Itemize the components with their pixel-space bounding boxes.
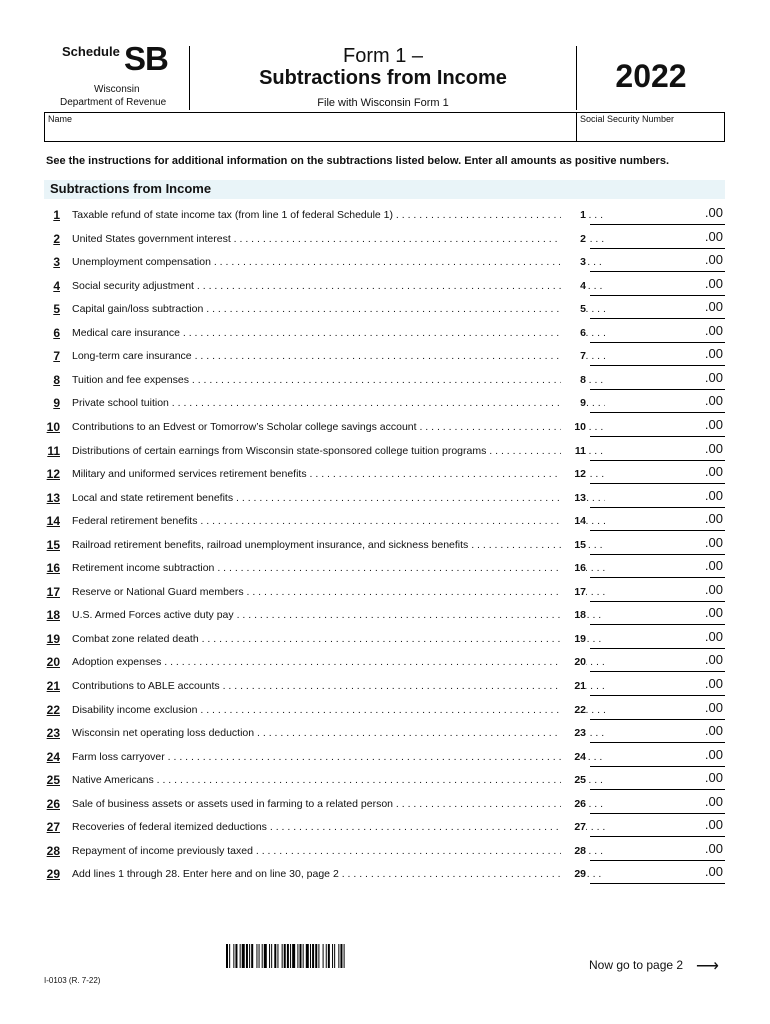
amount-field[interactable] — [590, 534, 725, 555]
line-description: U.S. Armed Forces active duty pay . . . — [72, 609, 605, 621]
amount-field[interactable] — [590, 228, 725, 249]
form-line — [44, 604, 726, 626]
amount-cents: .00 — [704, 275, 723, 291]
amount-cents: .00 — [704, 723, 723, 739]
form-line — [44, 557, 726, 579]
line-description: Contributions to an Edvest or Tomorrow’s Scholar college savings account . . . — [72, 421, 605, 433]
amount-cents: .00 — [704, 393, 723, 409]
line-description: Taxable refund of state income tax (from line 1 of federal Schedule 1) . . . — [72, 209, 605, 221]
amount-field[interactable] — [590, 604, 725, 625]
line-ref-number: 7 — [561, 350, 586, 362]
name-box-divider — [576, 113, 577, 142]
barcode-bar — [340, 944, 342, 968]
barcode-bar — [326, 944, 327, 968]
amount-field[interactable] — [590, 345, 725, 366]
line-number: 13 — [46, 490, 60, 505]
form-line — [44, 322, 726, 344]
line-number: 23 — [46, 726, 60, 741]
line-number: 5 — [53, 302, 60, 317]
amount-cents: .00 — [704, 746, 723, 762]
amount-cents: .00 — [704, 652, 723, 668]
amount-field[interactable] — [590, 581, 725, 602]
barcode-bar — [338, 944, 339, 968]
barcode-bar — [229, 944, 230, 968]
amount-cents: .00 — [704, 605, 723, 621]
amount-cents: .00 — [704, 369, 723, 385]
barcode-bar — [256, 944, 257, 968]
line-ref-number: 15 — [561, 539, 586, 551]
amount-cents: .00 — [704, 864, 723, 880]
amount-cents: .00 — [704, 511, 723, 527]
line-description: Capital gain/loss subtraction . . . — [72, 303, 605, 315]
line-ref-number: 10 — [561, 421, 586, 433]
amount-field[interactable] — [590, 440, 725, 461]
section-title: Subtractions from Income — [50, 181, 212, 196]
form-line — [44, 722, 726, 744]
amount-cents: .00 — [704, 840, 723, 856]
form-line — [44, 416, 726, 438]
amount-cents: .00 — [704, 628, 723, 644]
line-ref-number: 27 — [561, 821, 586, 833]
line-ref-number: 5 — [561, 303, 586, 315]
amount-field[interactable] — [590, 651, 725, 672]
line-description: Contributions to ABLE accounts . . . — [72, 680, 605, 692]
amount-cents: .00 — [704, 676, 723, 691]
name-ssn-box — [44, 112, 725, 142]
amount-field[interactable] — [590, 628, 725, 649]
line-number: 3 — [53, 255, 60, 270]
barcode-bar — [310, 944, 311, 968]
name-field[interactable] — [47, 124, 576, 142]
line-number: 6 — [53, 325, 60, 340]
barcode-bar — [262, 944, 263, 968]
line-description: Farm loss carryover . . . — [72, 751, 605, 763]
barcode-bar — [332, 944, 333, 968]
section-header — [44, 180, 725, 199]
amount-cents: .00 — [704, 558, 723, 574]
barcode-bar — [334, 944, 335, 968]
amount-cents: .00 — [704, 322, 723, 338]
amount-field[interactable] — [590, 863, 725, 884]
line-number: 15 — [46, 537, 60, 552]
barcode — [226, 944, 466, 968]
schedule-label: Schedule — [62, 44, 120, 59]
barcode-bar — [271, 944, 272, 968]
line-number: 1 — [53, 208, 60, 222]
line-number: 24 — [46, 749, 60, 764]
amount-cents: .00 — [704, 464, 723, 480]
line-number: 12 — [46, 467, 60, 482]
amount-field[interactable] — [590, 510, 725, 531]
line-ref-number: 26 — [561, 798, 586, 810]
form-line — [44, 816, 726, 838]
barcode-bar — [312, 944, 314, 968]
barcode-bar — [269, 944, 270, 968]
form-line — [44, 228, 726, 250]
amount-field[interactable] — [590, 369, 725, 390]
amount-field[interactable] — [590, 392, 725, 413]
ssn-field[interactable] — [579, 124, 727, 142]
form-line — [44, 298, 726, 320]
line-number: 20 — [46, 655, 60, 670]
form-line — [44, 534, 726, 556]
form-line — [44, 746, 726, 768]
line-description: Recoveries of federal itemized deductions . . . — [72, 821, 605, 833]
barcode-bar — [292, 944, 295, 968]
line-description: Federal retirement benefits . . . — [72, 515, 605, 527]
line-ref-number: 4 — [561, 280, 586, 292]
line-description: Retirement income subtraction . . . — [72, 562, 605, 574]
line-ref-number: 14 — [561, 515, 586, 527]
barcode-bar — [226, 944, 228, 968]
line-number: 28 — [46, 843, 60, 858]
line-description: Military and uniformed services retirement benefits . . . — [72, 468, 605, 480]
amount-field[interactable] — [590, 722, 725, 743]
line-description: Medical care insurance . . . — [72, 327, 605, 339]
arrow-right-icon: ⟶ — [696, 958, 719, 975]
line-number: 21 — [46, 679, 60, 693]
line-description: Adoption expenses . . . — [72, 656, 605, 668]
barcode-bar — [297, 944, 298, 968]
barcode-bar — [290, 944, 291, 968]
amount-field[interactable] — [590, 487, 725, 508]
line-ref-number: 6 — [561, 327, 586, 339]
line-ref-number: 16 — [561, 562, 586, 574]
line-description: Social security adjustment . . . — [72, 280, 605, 292]
amount-cents: .00 — [704, 299, 723, 315]
barcode-bar — [306, 944, 309, 968]
department-name: Department of Revenue — [60, 97, 167, 108]
line-ref-number: 11 — [561, 445, 586, 457]
line-description: United States government interest . . . — [72, 233, 605, 245]
amount-field[interactable] — [590, 557, 725, 578]
amount-field[interactable] — [590, 416, 725, 437]
amount-field[interactable] — [590, 322, 725, 343]
form-line — [44, 487, 726, 509]
barcode-bar — [328, 944, 330, 968]
barcode-bar — [233, 944, 234, 968]
line-ref-number: 28 — [561, 845, 586, 857]
line-description: Add lines 1 through 28. Enter here and on line 30, page 2 . . . — [72, 868, 605, 880]
line-ref-number: 20 — [561, 656, 586, 668]
barcode-bar — [277, 944, 278, 968]
line-number: 8 — [53, 372, 60, 387]
line-description: Tuition and fee expenses . . . — [72, 374, 605, 386]
line-description: Wisconsin net operating loss deduction . . . — [72, 727, 605, 739]
barcode-bar — [259, 944, 260, 968]
line-number: 4 — [53, 278, 60, 293]
form-line — [44, 699, 726, 721]
barcode-bar — [249, 944, 250, 968]
form-id: I-0103 (R. 7-22) — [44, 976, 101, 985]
barcode-bar — [303, 944, 304, 968]
form-line — [44, 204, 726, 226]
line-number: 7 — [53, 349, 60, 364]
line-ref-number: 3 — [561, 256, 586, 268]
amount-field[interactable] — [590, 251, 725, 272]
amount-cents: .00 — [704, 252, 723, 268]
line-ref-number: 25 — [561, 774, 586, 786]
line-description: Combat zone related death . . . — [72, 633, 605, 645]
amount-cents: .00 — [704, 699, 723, 715]
line-number: 17 — [46, 584, 60, 599]
form-line — [44, 369, 726, 391]
line-ref-number: 24 — [561, 751, 586, 763]
barcode-bar — [274, 944, 276, 968]
barcode-bar — [242, 944, 245, 968]
amount-field[interactable] — [590, 769, 725, 790]
amount-field[interactable] — [590, 840, 725, 861]
line-number: 27 — [46, 820, 60, 835]
line-description: Distributions of certain earnings from Wisconsin state-sponsored college tuition programs . . . — [72, 445, 605, 457]
line-ref-number: 17 — [561, 586, 586, 598]
line-description: Repayment of income previously taxed . . . — [72, 845, 605, 857]
line-description: Unemployment compensation . . . — [72, 256, 605, 268]
line-ref-number: 1 — [561, 209, 586, 221]
line-number: 19 — [46, 631, 60, 646]
form-line — [44, 793, 726, 815]
barcode-bar — [287, 944, 289, 968]
amount-cents: .00 — [704, 534, 723, 550]
amount-field[interactable] — [590, 816, 725, 837]
line-ref-number: 19 — [561, 633, 586, 645]
line-description: Disability income exclusion . . . — [72, 704, 605, 716]
line-number: 9 — [53, 396, 60, 411]
line-ref-number: 8 — [561, 374, 586, 386]
line-ref-number: 18 — [561, 609, 586, 621]
line-number: 22 — [46, 702, 60, 717]
form-line — [44, 345, 726, 367]
barcode-bar — [251, 944, 253, 968]
amount-field[interactable] — [590, 298, 725, 319]
line-description: Native Americans . . . — [72, 774, 605, 786]
amount-field[interactable] — [590, 675, 725, 696]
line-ref-number: 29 — [561, 868, 586, 880]
barcode-bar — [300, 944, 302, 968]
line-number: 26 — [46, 796, 60, 811]
line-ref-number: 21 — [561, 680, 586, 692]
amount-cents: .00 — [704, 581, 723, 597]
amount-field[interactable] — [590, 699, 725, 720]
barcode-bar — [315, 944, 317, 968]
amount-field[interactable] — [590, 204, 725, 225]
amount-field[interactable] — [590, 793, 725, 814]
line-ref-number: 2 — [561, 233, 586, 245]
barcode-bar — [344, 944, 345, 968]
line-description: Private school tuition . . . — [72, 397, 605, 409]
amount-cents: .00 — [704, 770, 723, 786]
line-ref-number: 12 — [561, 468, 586, 480]
line-description: Long-term care insurance . . . — [72, 350, 605, 362]
amount-cents: .00 — [704, 793, 723, 809]
barcode-bar — [246, 944, 248, 968]
form-line — [44, 251, 726, 273]
line-number: 16 — [46, 561, 60, 576]
amount-cents: .00 — [704, 346, 723, 362]
barcode-bar — [323, 944, 324, 968]
amount-cents: .00 — [704, 205, 723, 220]
form-title: Form 1 – — [342, 45, 424, 67]
line-description: Local and state retirement benefits . . . — [72, 492, 605, 504]
line-number: 25 — [46, 773, 60, 788]
next-page-note: Now go to page 2 — [589, 958, 684, 972]
barcode-bar — [284, 944, 286, 968]
name-label: Name — [48, 114, 73, 124]
form-line — [44, 769, 726, 791]
form-subtitle: Subtractions from Income — [259, 67, 507, 89]
line-number: 29 — [46, 867, 60, 882]
amount-cents: .00 — [704, 817, 723, 833]
instructions: See the instructions for additional information on the subtractions listed below. Enter all amounts as positive numbers. — [46, 155, 670, 167]
form-line — [44, 510, 726, 532]
amount-cents: .00 — [704, 416, 723, 432]
line-description: Railroad retirement benefits, railroad unemployment insurance, and sickness benefits . . . — [72, 539, 605, 551]
form-line — [44, 275, 726, 297]
barcode-bar — [282, 944, 283, 968]
form-line — [44, 651, 726, 673]
barcode-bar — [235, 944, 237, 968]
amount-field[interactable] — [590, 746, 725, 767]
form-line — [44, 581, 726, 603]
amount-cents: .00 — [704, 440, 723, 456]
schedule-code: SB — [124, 40, 168, 77]
barcode-bar — [318, 944, 319, 968]
line-ref-number: 22 — [561, 704, 586, 716]
line-ref-number: 9 — [561, 397, 586, 409]
barcode-bar — [264, 944, 267, 968]
line-number: 18 — [46, 608, 60, 623]
ssn-label: Social Security Number — [580, 114, 675, 124]
line-number: 10 — [46, 419, 60, 434]
line-ref-number: 13 — [561, 492, 586, 504]
state-name: Wisconsin — [94, 84, 140, 95]
form-line — [44, 863, 726, 885]
form-line — [44, 840, 726, 862]
line-number: 14 — [46, 514, 60, 529]
file-with-note: File with Wisconsin Form 1 — [317, 97, 449, 109]
form-line — [44, 463, 726, 485]
line-number: 11 — [47, 443, 60, 458]
amount-field[interactable] — [590, 463, 725, 484]
line-ref-number: 23 — [561, 727, 586, 739]
amount-cents: .00 — [704, 487, 723, 503]
amount-cents: .00 — [704, 228, 723, 244]
barcode-bar — [240, 944, 241, 968]
line-description: Sale of business assets or assets used in farming to a related person . . . — [72, 798, 605, 810]
form-line — [44, 440, 726, 462]
tax-year: 2022 — [615, 58, 687, 94]
form-line — [44, 675, 726, 697]
form-line — [44, 628, 726, 650]
form-line — [44, 392, 726, 414]
line-number: 2 — [53, 231, 60, 246]
line-description: Reserve or National Guard members . . . — [72, 586, 605, 598]
amount-field[interactable] — [590, 275, 725, 296]
